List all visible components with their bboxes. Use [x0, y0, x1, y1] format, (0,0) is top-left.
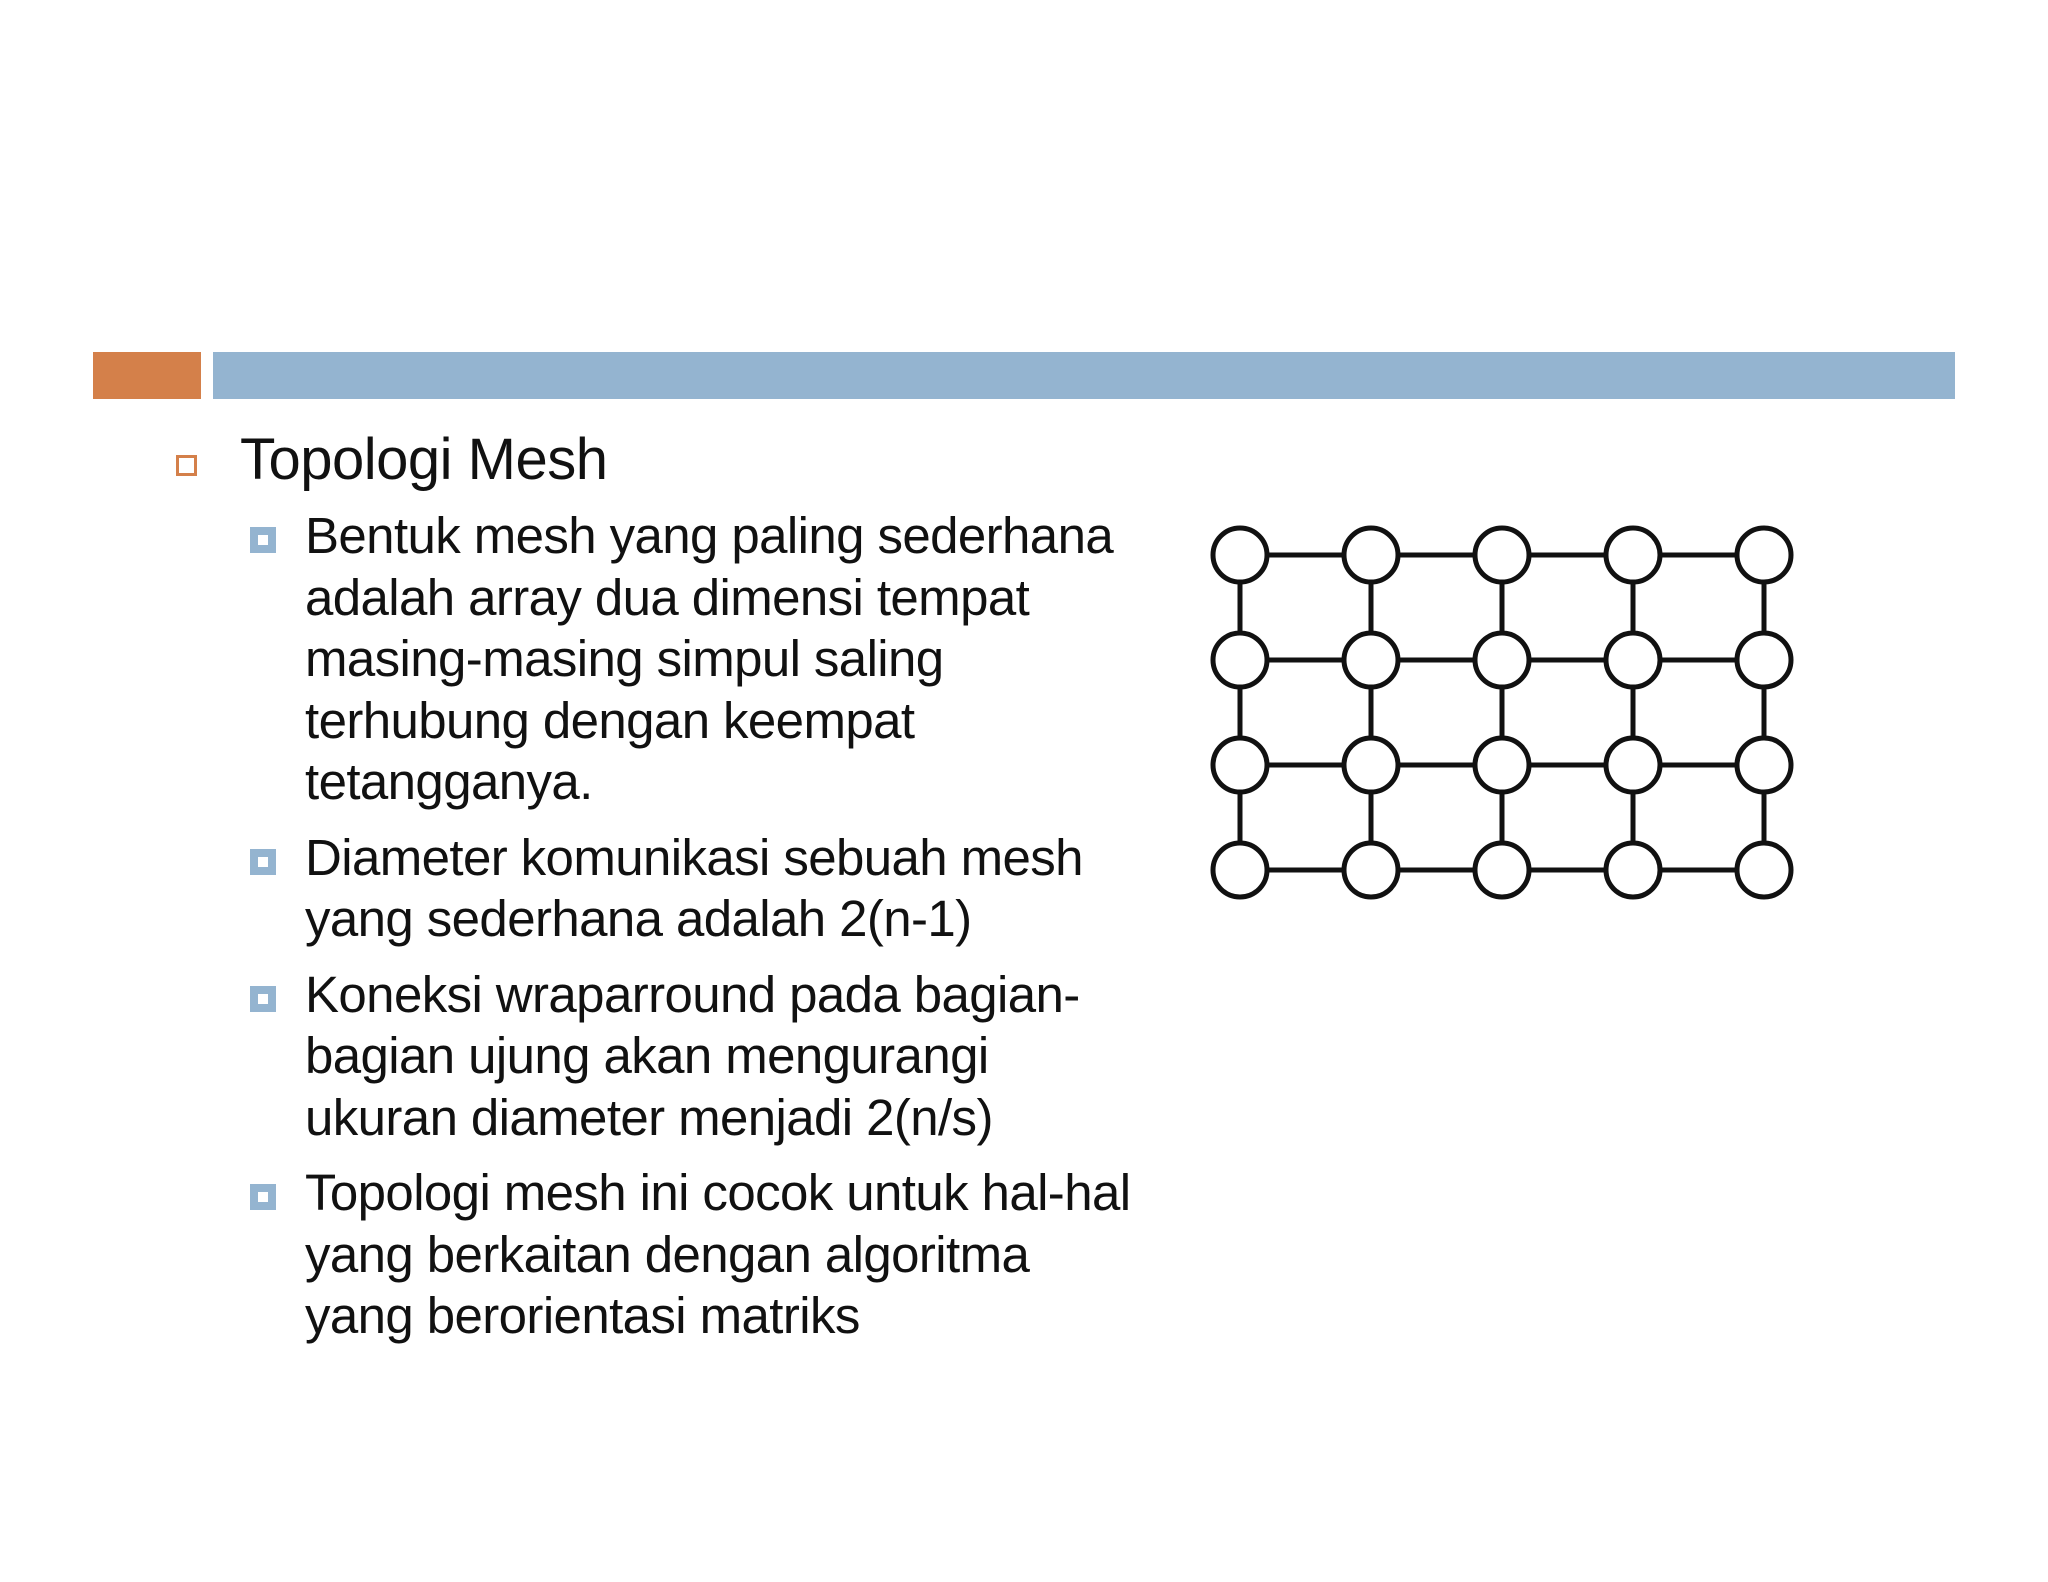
- mesh-node: [1475, 633, 1529, 687]
- square-bullet-icon: [250, 986, 276, 1012]
- mesh-node: [1737, 843, 1791, 897]
- text-line: tetangganya.: [305, 753, 593, 810]
- text-line: ukuran diameter menjadi 2(n/s): [305, 1088, 993, 1146]
- list-item-text: [305, 827, 1150, 950]
- mesh-node: [1213, 633, 1267, 687]
- list-item: [250, 505, 1150, 813]
- bullet-list: [250, 505, 1150, 1361]
- list-item-text: [305, 964, 1150, 1149]
- header-accent-bar-orange: [93, 352, 201, 399]
- square-bullet-icon: [250, 849, 276, 875]
- mesh-node: [1475, 738, 1529, 792]
- text-line: Bentuk mesh yang paling sederhana: [305, 507, 1114, 564]
- mesh-node: [1344, 738, 1398, 792]
- list-item: [250, 827, 1150, 950]
- mesh-node: [1606, 738, 1660, 792]
- text-line: Diameter komunikasi sebuah mesh: [305, 828, 1083, 886]
- mesh-node: [1737, 738, 1791, 792]
- mesh-node: [1737, 528, 1791, 582]
- list-item: [250, 1162, 1150, 1347]
- mesh-node: [1475, 843, 1529, 897]
- mesh-node: [1344, 843, 1398, 897]
- header-accent-bar-blue: [213, 352, 1955, 399]
- text-line: bagian ujung akan mengurangi: [305, 1027, 989, 1084]
- mesh-node: [1344, 633, 1398, 687]
- mesh-node: [1606, 633, 1660, 687]
- text-line: terhubung dengan keempat: [305, 691, 915, 749]
- list-item-text: [305, 1162, 1150, 1347]
- text-line: Topologi mesh ini cocok untuk hal-hal: [305, 1164, 1131, 1221]
- square-bullet-icon: [250, 1184, 276, 1210]
- mesh-topology-diagram: [1200, 515, 1810, 915]
- list-item: [250, 964, 1150, 1149]
- heading-text: Topologi Mesh: [240, 427, 608, 492]
- mesh-node: [1475, 528, 1529, 582]
- square-bullet-icon: [250, 527, 276, 553]
- mesh-node: [1737, 633, 1791, 687]
- mesh-node: [1606, 843, 1660, 897]
- text-line: Koneksi wraparround pada bagian-: [305, 965, 1080, 1023]
- text-line: adalah array dua dimensi tempat: [305, 568, 1030, 626]
- text-line: yang berkaitan dengan algoritma: [305, 1225, 1030, 1283]
- mesh-node: [1213, 843, 1267, 897]
- text-line: yang berorientasi matriks: [305, 1287, 860, 1344]
- mesh-node: [1213, 528, 1267, 582]
- mesh-node: [1213, 738, 1267, 792]
- list-item-text: [305, 505, 1150, 813]
- text-line: yang sederhana adalah 2(n-1): [305, 890, 972, 947]
- mesh-node: [1344, 528, 1398, 582]
- text-line: masing-masing simpul saling: [305, 630, 944, 687]
- hollow-square-icon: [176, 455, 197, 476]
- mesh-node: [1606, 528, 1660, 582]
